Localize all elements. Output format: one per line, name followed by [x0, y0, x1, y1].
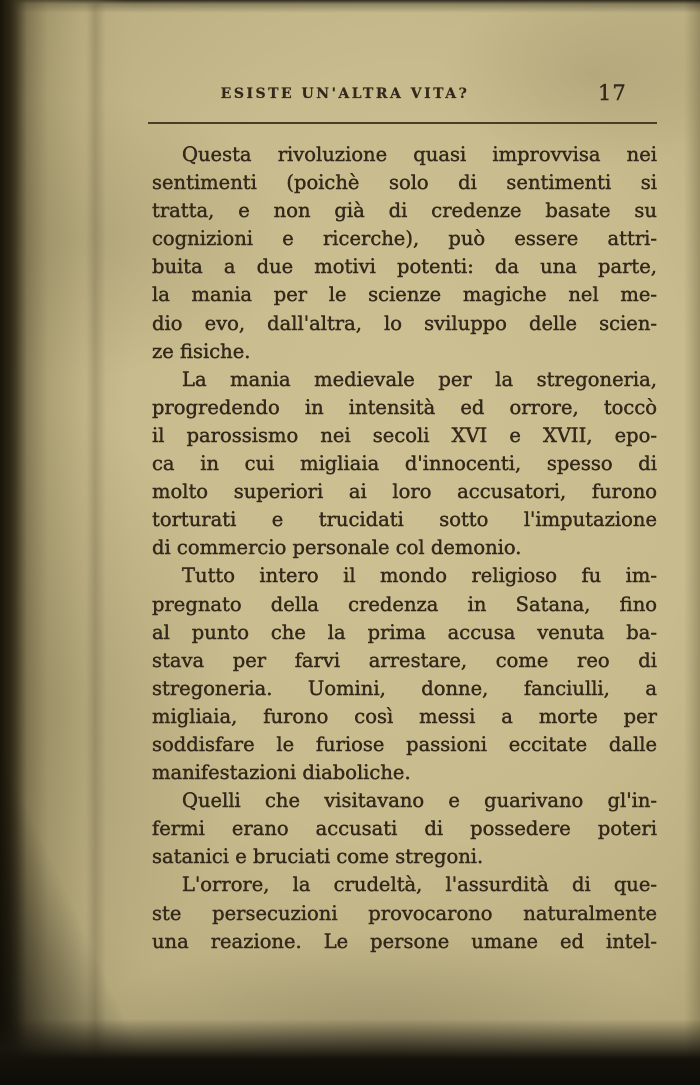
paragraph	[152, 366, 657, 563]
text-line: Tutto intero il mondo religioso fu im-	[182, 564, 657, 588]
text-line: manifestazioni diaboliche.	[152, 761, 411, 785]
text-line: una reazione. Le persone umane ed intel-	[152, 929, 657, 953]
page-number: 17	[598, 81, 627, 105]
text-line: fermi erano accusati di possedere poteri	[152, 817, 657, 841]
text-line: stava per farvi arrestare, come reo di	[152, 648, 657, 672]
running-header-title: ESISTE UN'ALTRA VITA?	[220, 86, 470, 102]
header-rule	[148, 122, 657, 124]
paragraph	[152, 871, 657, 955]
page-body	[152, 141, 657, 956]
text-line: progredendo in intensità ed orrore, toccò	[152, 395, 657, 419]
text-line: ste persecuzioni provocarono naturalmente	[152, 901, 657, 925]
text-line: migliaia, furono così messi a morte per	[152, 704, 657, 728]
text-line: torturati e trucidati sotto l'imputazione	[152, 508, 657, 532]
text-line: il parossismo nei secoli XVI e XVII, epo-	[152, 423, 657, 447]
text-line: tratta, e non già di credenze basate su	[152, 199, 657, 223]
text-line: satanici e bruciati come stregoni.	[152, 845, 484, 869]
text-line: al punto che la prima accusa venuta ba-	[152, 620, 657, 644]
text-line: ze fisiche.	[152, 339, 251, 363]
text-line: ca in cui migliaia d'innocenti, spesso di	[152, 452, 657, 476]
text-line: stregoneria. Uomini, donne, fanciulli, a	[152, 676, 657, 700]
text-line: di commercio personale col demonio.	[152, 536, 522, 560]
text-line: L'orrore, la crudeltà, l'assurdità di que-	[182, 873, 657, 897]
text-line: La mania medievale per la stregoneria,	[182, 367, 657, 391]
text-line: buita a due motivi potenti: da una parte,	[152, 255, 657, 279]
text-line: pregnato della credenza in Satana, fino	[152, 592, 657, 616]
paragraph	[152, 787, 657, 871]
text-line: molto superiori ai loro accusatori, furono	[152, 480, 657, 504]
text-line: la mania per le scienze magiche nel me-	[152, 283, 657, 307]
text-line: soddisfare le furiose passioni eccitate dalle	[152, 732, 657, 756]
text-line: Questa rivoluzione quasi improvvisa nei	[182, 143, 657, 166]
paragraph	[152, 562, 657, 787]
text-line: sentimenti (poichè solo di sentimenti si	[152, 171, 657, 195]
text-line: Quelli che visitavano e guarivano gl'in-	[182, 789, 657, 813]
text-line: dio evo, dall'altra, lo sviluppo delle scien-	[152, 311, 657, 335]
text-line: cognizioni e ricerche), può essere attri-	[152, 227, 657, 251]
running-header	[0, 81, 700, 118]
paragraph	[152, 141, 657, 366]
